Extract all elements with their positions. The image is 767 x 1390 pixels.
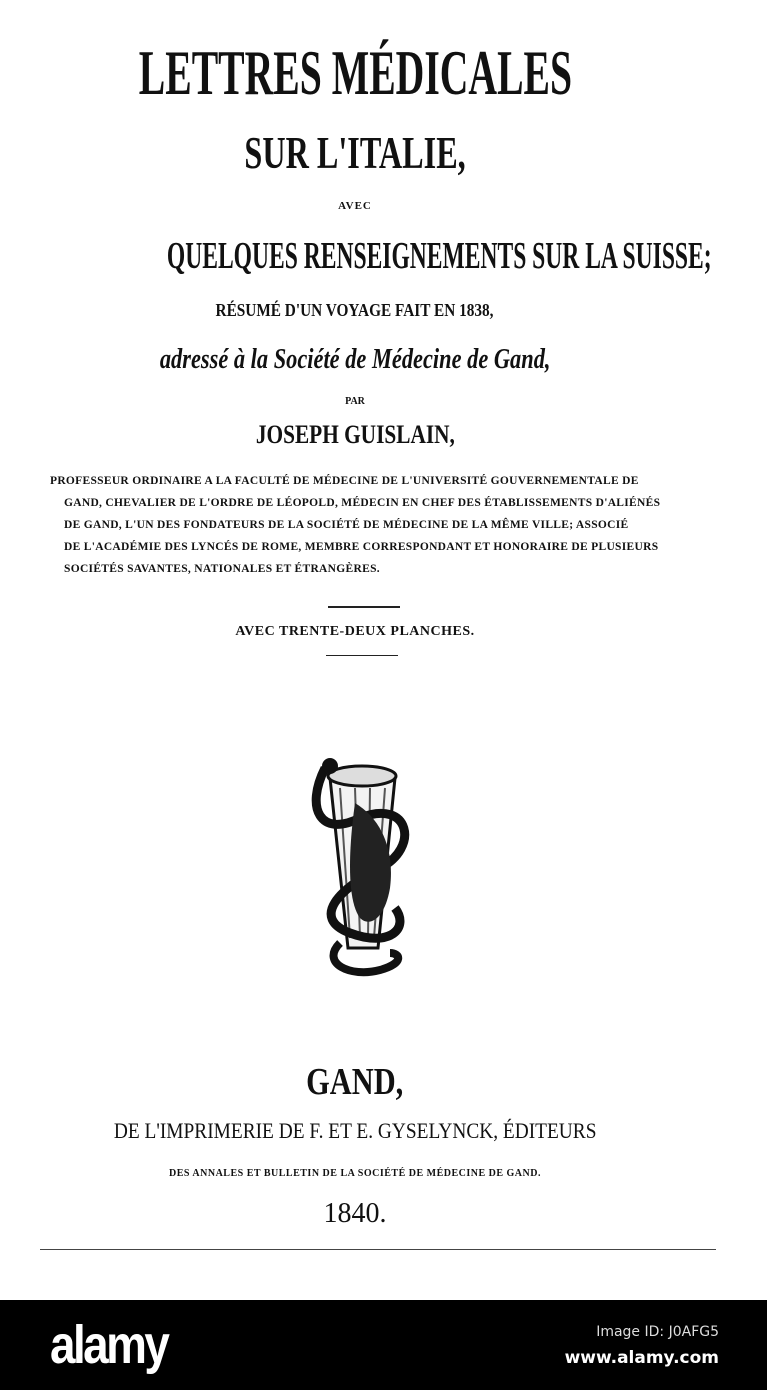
bio-line: SOCIÉTÉS SAVANTES, NATIONALES ET ÉTRANGÈRES. <box>64 563 380 575</box>
author-name: JOSEPH GUISLAIN, <box>255 420 455 449</box>
printer-note: DES ANNALES ET BULLETIN DE LA SOCIÉTÉ DE MÉDECINE DE GAND. <box>169 1168 541 1179</box>
divider-rule <box>328 606 400 608</box>
bio-line: GAND, CHEVALIER DE L'ORDRE DE LÉOPOLD, MÉDECIN EN CHEF DES ÉTABLISSEMENTS D'ALIÉNÉS <box>64 497 661 509</box>
divider-rule <box>326 655 398 656</box>
bio-line: DE L'ACADÉMIE DES LYNCÉS DE ROME, MEMBRE CORRESPONDANT ET HONORAIRE DE PLUSIEURS <box>64 541 659 553</box>
serpent-emblem-illustration <box>300 748 425 983</box>
watermark-footer <box>0 1300 767 1390</box>
image-id: Image ID: J0AFG5 <box>596 1324 719 1340</box>
avec-label: AVEC <box>338 200 372 212</box>
publication-city: GAND, <box>306 1061 404 1103</box>
site-url: www.alamy.com <box>564 1348 719 1368</box>
dedication-line: adressé à la Société de Médecine de Gand, <box>159 344 551 375</box>
par-label: PAR <box>345 396 365 407</box>
author-bio <box>50 470 675 580</box>
book-subtitle-2: QUELQUES RENSEIGNEMENTS SUR LA SUISSE; <box>166 235 712 277</box>
alamy-logo: alamy <box>50 1315 168 1375</box>
bottom-rule <box>40 1249 716 1250</box>
plates-note: AVEC TRENTE-DEUX PLANCHES. <box>235 624 475 639</box>
bio-line: DE GAND, L'UN DES FONDATEURS DE LA SOCIÉTÉ DE MÉDECINE DE LA MÊME VILLE; ASSOCIÉ <box>64 519 629 531</box>
book-title: LETTRES MÉDICALES <box>138 37 572 108</box>
bio-line: PROFESSEUR ORDINAIRE A LA FACULTÉ DE MÉDECINE DE L'UNIVERSITÉ GOUVERNEMENTALE DE <box>50 475 639 487</box>
resume-line: RÉSUMÉ D'UN VOYAGE FAIT EN 1838, <box>216 300 494 320</box>
publication-year: 1840. <box>323 1198 387 1229</box>
book-subtitle: SUR L'ITALIE, <box>244 127 466 178</box>
printer-line: DE L'IMPRIMERIE DE F. ET E. GYSELYNCK, ÉDITEURS <box>113 1118 597 1143</box>
